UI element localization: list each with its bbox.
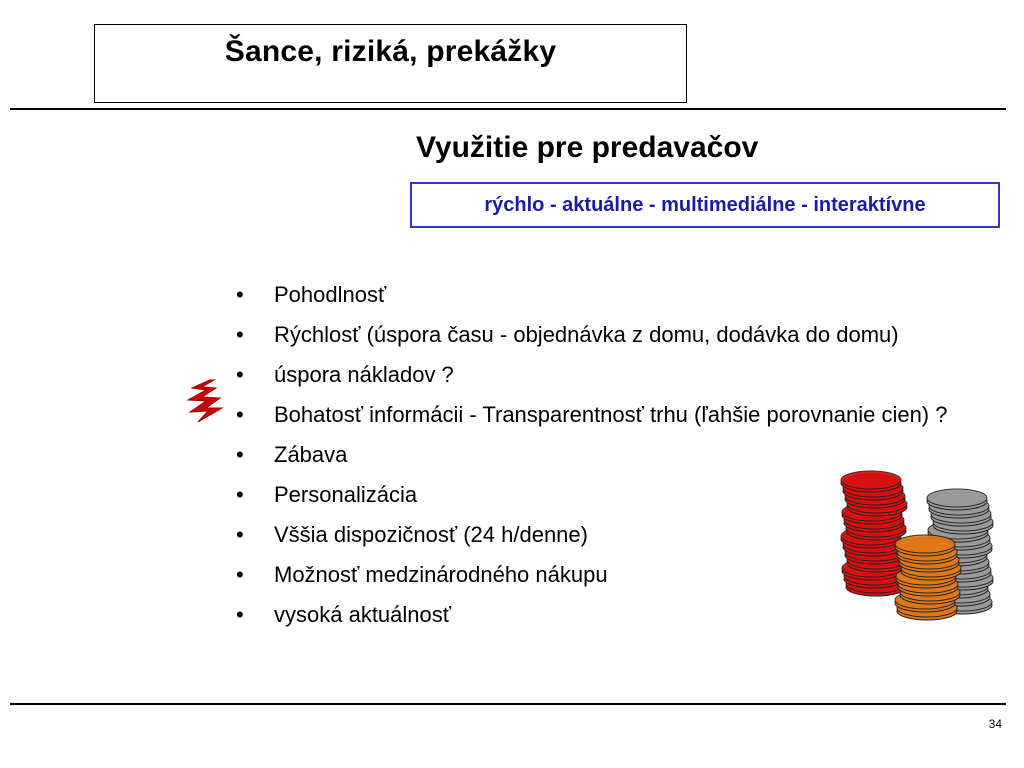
list-item: • Personalizácia xyxy=(236,482,418,507)
list-item: • Pohodlnosť xyxy=(236,282,387,307)
slide-title: Šance, riziká, prekážky xyxy=(224,35,557,68)
list-item: • Rýchlosť (úspora času - objednávka z domu, dodávka do domu) xyxy=(236,322,899,347)
orange-coin-stack xyxy=(895,535,961,620)
coin-face xyxy=(841,471,901,489)
coin-face xyxy=(927,489,987,507)
list-item: • úspora nákladov ? xyxy=(236,362,454,387)
tagline-box xyxy=(410,182,1000,228)
lightning-icon xyxy=(184,378,226,424)
coin-face xyxy=(895,535,955,553)
slide-subtitle: Využitie pre predavačov xyxy=(416,131,759,164)
coins-icon xyxy=(832,468,1002,628)
list-item: • Zábava xyxy=(236,442,348,467)
title-box xyxy=(94,24,687,103)
top-divider xyxy=(10,108,1006,110)
list-item: • vysoká aktuálnosť xyxy=(236,602,452,627)
list-item: • Vššia dispozičnosť (24 h/denne) xyxy=(236,522,588,547)
page-number: 34 xyxy=(988,717,1002,731)
bottom-divider xyxy=(10,703,1006,705)
list-item: • Bohatosť informácii - Transparentnosť trhu (ľahšie porovnanie cien) ? xyxy=(236,402,948,427)
tagline-text: rýchlo - aktuálne - multimediálne - interaktívne xyxy=(484,194,926,216)
list-item: • Možnosť medzinárodného nákupu xyxy=(236,562,608,587)
